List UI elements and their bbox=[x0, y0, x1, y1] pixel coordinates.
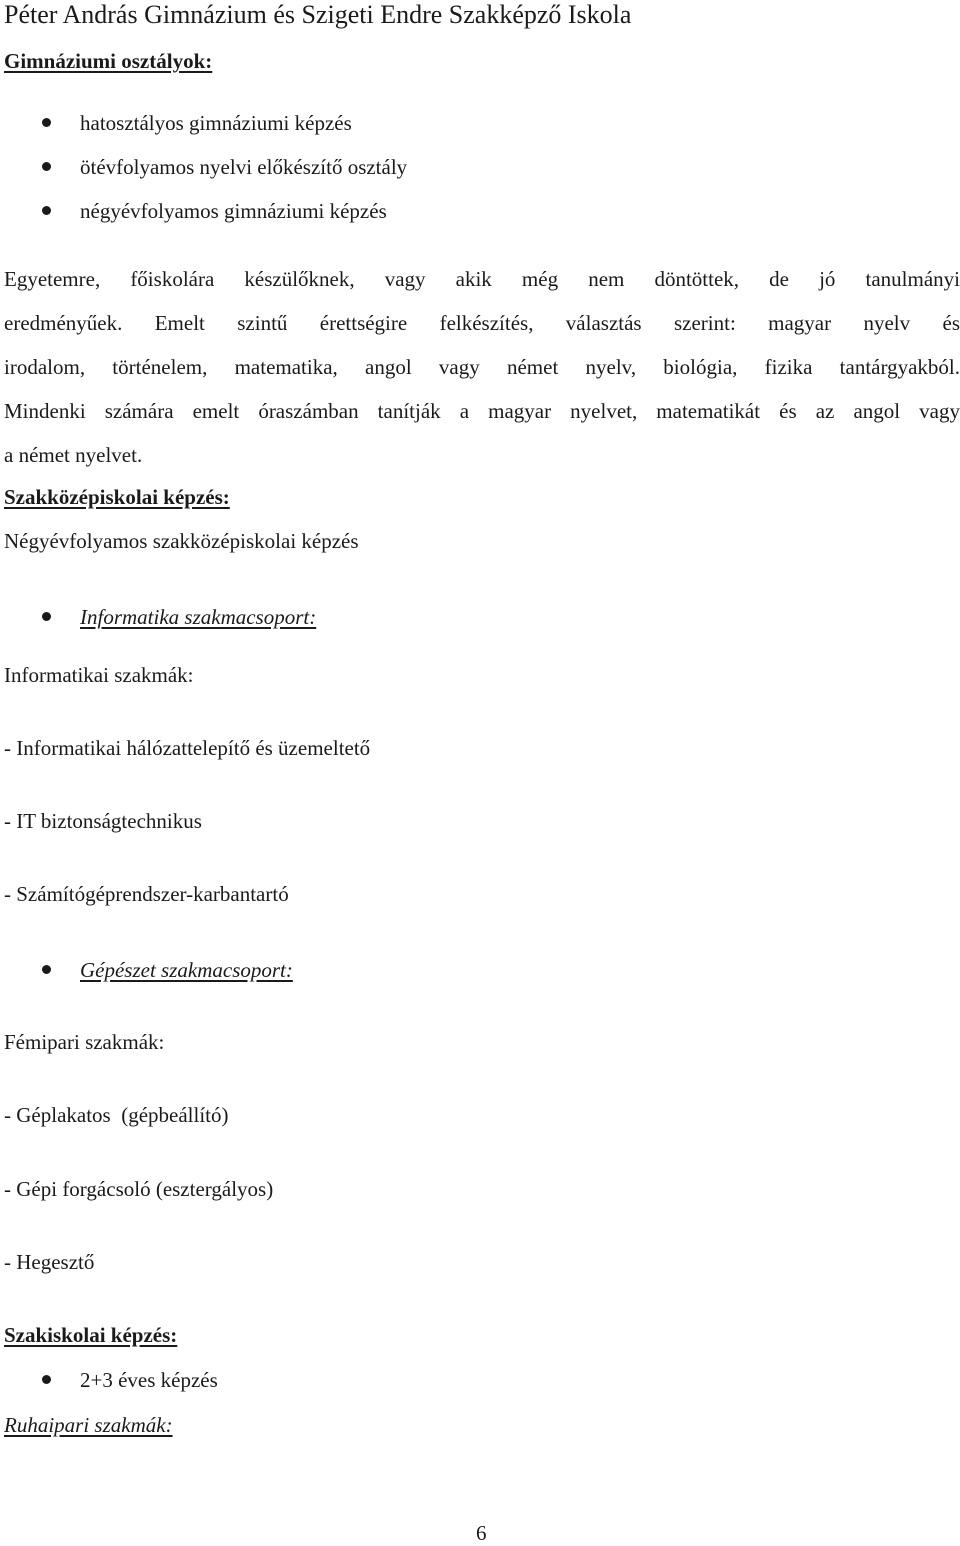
bullet-icon bbox=[42, 965, 51, 974]
gymnasium-list-item bbox=[0, 198, 960, 224]
group-subheading: Fémipari szakmák: bbox=[4, 1030, 165, 1054]
gymnasium-list-item bbox=[0, 154, 960, 180]
gymnasium-heading: Gimnáziumi osztályok: bbox=[4, 49, 213, 73]
gymnasium-paragraph-line: Egyetemre, főiskolára készülőknek, vagy akik még nem döntöttek, de jó tanulmányi bbox=[4, 267, 960, 291]
bullet-icon bbox=[42, 162, 51, 171]
profession-item: - Géplakatos (gépbeállító) bbox=[4, 1103, 229, 1127]
profession-item: - Gépi forgácsoló (esztergályos) bbox=[4, 1177, 274, 1201]
profession-item: - Számítógéprendszer-karbantartó bbox=[4, 882, 289, 906]
list-item-text: 2+3 éves képzés bbox=[80, 1368, 218, 1392]
bullet-icon bbox=[42, 118, 51, 127]
profession-item: - IT biztonságtechnikus bbox=[4, 809, 202, 833]
document-title: Péter András Gimnázium és Szigeti Endre Szakképző Iskola bbox=[4, 0, 632, 29]
gymnasium-paragraph-line: Mindenki számára emelt óraszámban tanítják a magyar nyelvet, matematikát és az angol vagy bbox=[4, 399, 960, 423]
group-list-item bbox=[0, 957, 960, 983]
vocational-school-list-item bbox=[0, 1367, 960, 1393]
group-subheading: Informatikai szakmák: bbox=[4, 663, 194, 687]
group-name: Informatika szakmacsoport: bbox=[80, 605, 317, 629]
vocational-school-heading: Szakiskolai képzés: bbox=[4, 1323, 178, 1347]
vocational-secondary-heading: Szakközépiskolai képzés: bbox=[4, 485, 230, 509]
bullet-icon bbox=[42, 612, 51, 621]
profession-item: - Informatikai hálózattelepítő és üzemeltető bbox=[4, 736, 371, 760]
list-item-text: hatosztályos gimnáziumi képzés bbox=[80, 111, 352, 135]
gymnasium-paragraph-line: a német nyelvet. bbox=[4, 443, 143, 467]
vocational-school-subheading: Ruhaipari szakmák: bbox=[4, 1413, 173, 1437]
gymnasium-list-item bbox=[0, 110, 960, 136]
gymnasium-paragraph-line: eredményűek. Emelt szintű érettségire felkészítés, választás szerint: magyar nyelv és bbox=[4, 311, 960, 335]
profession-item: - Hegesztő bbox=[4, 1250, 95, 1274]
group-list-item bbox=[0, 604, 960, 630]
page-number: 6 bbox=[476, 1521, 487, 1545]
list-item-text: négyévfolyamos gimnáziumi képzés bbox=[80, 199, 387, 223]
list-item-text: ötévfolyamos nyelvi előkészítő osztály bbox=[80, 155, 408, 179]
gymnasium-paragraph-line: irodalom, történelem, matematika, angol vagy német nyelv, biológia, fizika tantárgyakból. bbox=[4, 355, 960, 379]
bullet-icon bbox=[42, 206, 51, 215]
group-name: Gépészet szakmacsoport: bbox=[80, 958, 293, 982]
bullet-icon bbox=[42, 1375, 51, 1384]
vocational-secondary-intro: Négyévfolyamos szakközépiskolai képzés bbox=[4, 529, 359, 553]
